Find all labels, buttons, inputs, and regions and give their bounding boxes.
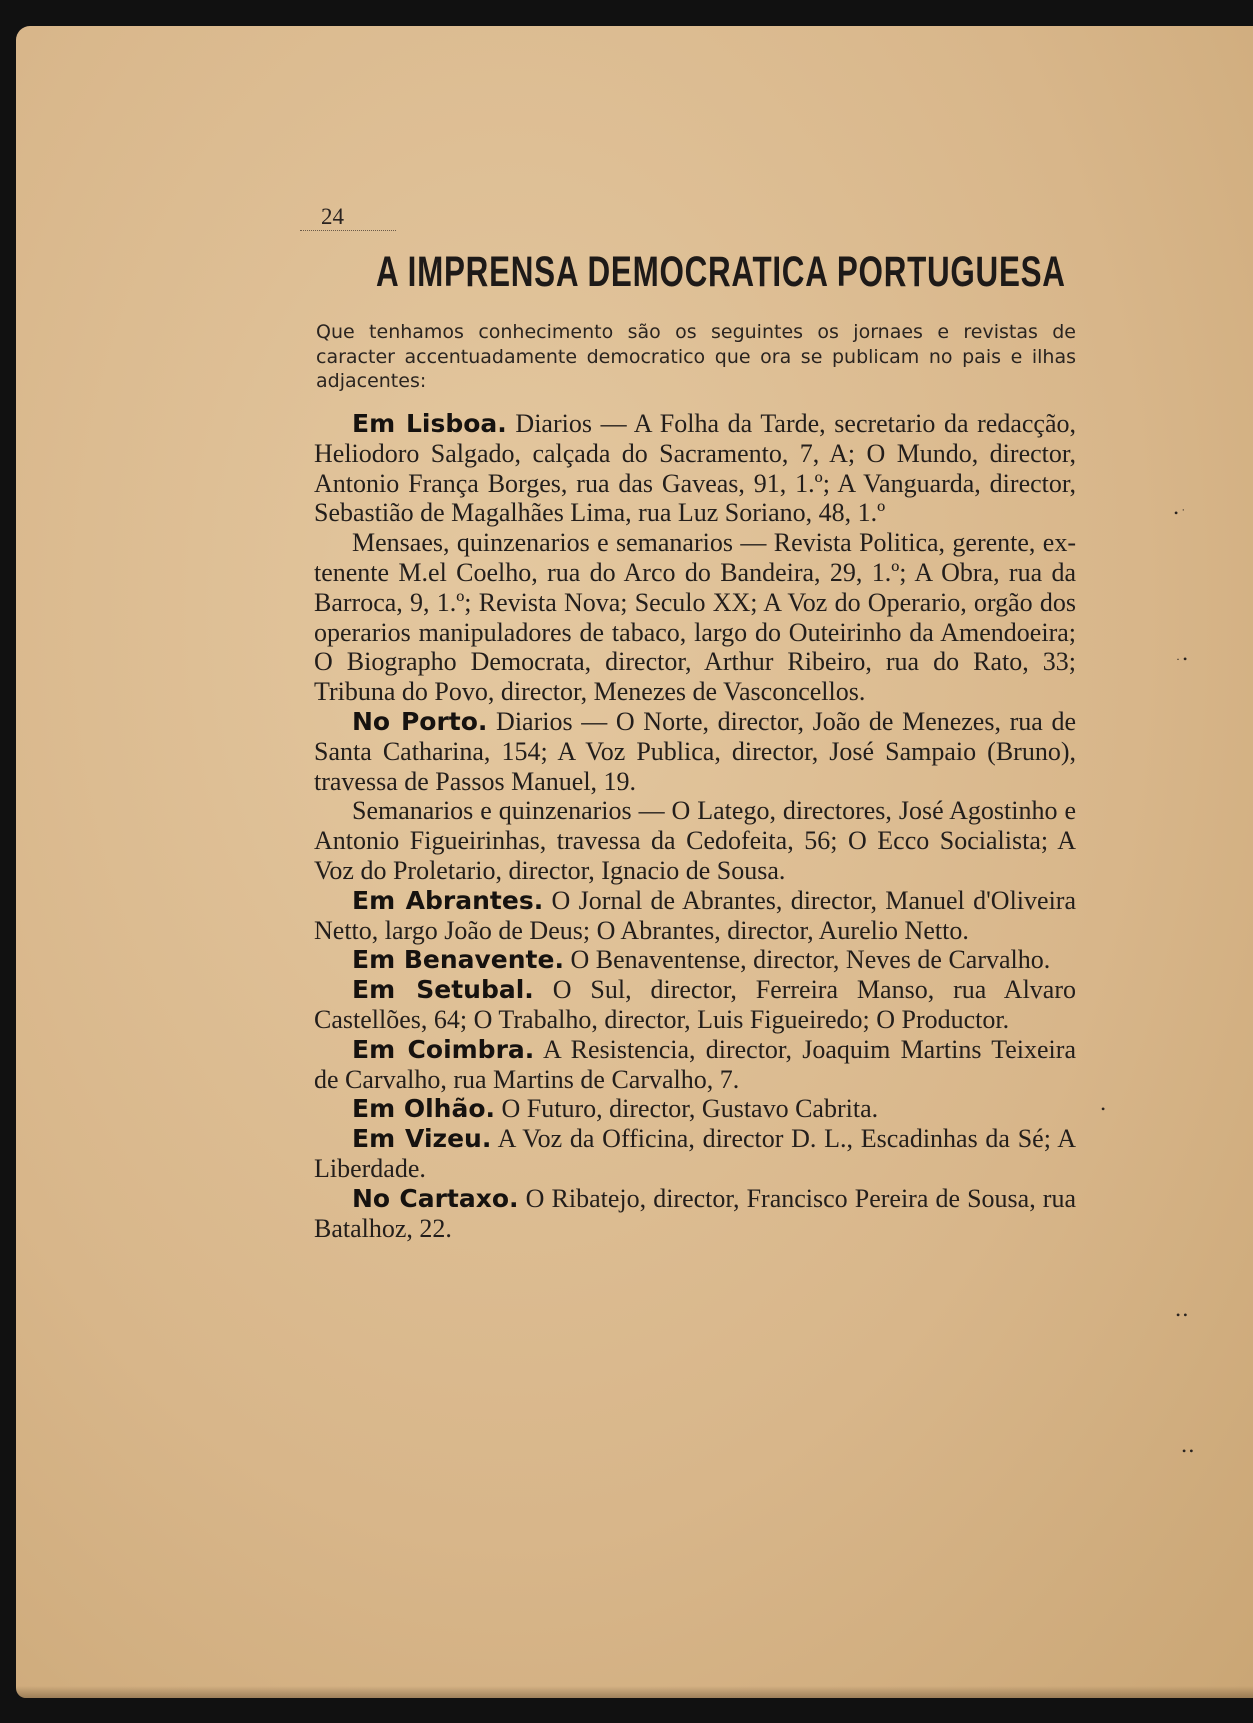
- book-page: [16, 26, 1253, 1698]
- page-edge-shadow: [16, 1686, 1253, 1698]
- place-heading: Em Setubal.: [352, 975, 534, 1005]
- paper-speck: •: [1101, 1102, 1106, 1116]
- section-text: Mensaes, quinzenarios e semanarios — Revista Politica, gerente, ex-tenente M.el Coelho, rua do Arco do Bandeira, 29, 1.º; A Obra, rua da Barroca, 9, 1.º; Revista Nova; Seculo XX; A Voz do Operario, orgão dos operarios manipuladores de tabaco, largo do Outeirinho da Amendoeira; O Biographo Democrata, director, Arthur Ribeiro, rua do Rato, 33; Tribuna do Povo, director, Menezes de Vasconcellos.: [314, 528, 1076, 707]
- section-text: A Resistencia, director, Joaquim Martins Teixeira de Carvalho, rua Martins de Carvalho, 7.: [314, 1034, 1076, 1094]
- section-lisboa-diarios: [314, 409, 1076, 528]
- section-text: Semanarios e quinzenarios — O Latego, directores, José Agostinho e Antonio Figueirinhas, travessa da Cedofeita, 56; O Ecco Socialista; A Voz do Proletario, director, Ignacio de Sousa.: [314, 796, 1076, 885]
- section-text: A Voz da Officina, director D. L., Escadinhas da Sé; A Liberdade.: [314, 1124, 1076, 1183]
- section-porto-diarios: [314, 707, 1076, 796]
- place-heading: Em Benavente.: [352, 945, 564, 975]
- section-text: O Futuro, director, Gustavo Cabrita.: [495, 1094, 879, 1124]
- section-text: O Jornal de Abrantes, director, Manuel d'Oliveira Netto, largo João de Deus; O Abrantes, director, Aurelio Netto.: [314, 885, 1076, 945]
- paper-speck: · •: [1176, 652, 1188, 666]
- place-heading: Em Abrantes.: [352, 885, 544, 915]
- section-text: O Sul, director, Ferreira Manso, rua Alvaro Castellões, 64; O Trabalho, director, Luis Figueiredo; O Productor.: [314, 975, 1077, 1034]
- newspaper-listing: [314, 409, 1076, 1243]
- paper-speck: • ˙: [1174, 506, 1186, 520]
- intro-paragraph: Que tenhamos conhecimento são os seguintes os jornaes e revistas de caracter accentuadamente democratico que ora se publicam no pais e ilhas adjacentes:: [316, 321, 1076, 392]
- place-heading: No Cartaxo.: [352, 1183, 519, 1213]
- section-cartaxo: [314, 1184, 1076, 1244]
- section-abrantes: [314, 886, 1076, 946]
- paper-speck: • •: [1182, 1444, 1194, 1458]
- page-number-rule: [300, 230, 396, 231]
- place-heading: No Porto.: [352, 706, 488, 736]
- paper-speck: • •: [1176, 1308, 1188, 1322]
- section-coimbra: [314, 1035, 1076, 1095]
- section-text: Diarios — A Folha da Tarde, secretario da redacção, Heliodoro Salgado, calçada do Sacramento, 7, A; O Mundo, director, Antonio França Borges, rua das Gaveas, 91, 1.º; A Vanguarda, director, Sebastião de Magalhães Lima, rua Luz Soriano, 48, 1.º: [314, 409, 1076, 528]
- section-text: Diarios — O Norte, director, João de Menezes, rua de Santa Catharina, 154; A Voz Publica, director, José Sampaio (Bruno), travessa de Passos Manuel, 19.: [314, 706, 1076, 796]
- section-setubal: [314, 975, 1076, 1035]
- page-title: A IMPRENSA DEMOCRATICA PORTUGUESA: [376, 248, 1066, 296]
- page-number: 24: [321, 204, 344, 229]
- place-heading: Em Coimbra.: [352, 1034, 535, 1064]
- section-benavente: [314, 945, 1076, 975]
- section-olhao: [314, 1094, 1076, 1124]
- section-lisboa-mensaes: [314, 528, 1076, 707]
- place-heading: Em Lisboa.: [352, 409, 507, 438]
- section-porto-semanarios: [314, 796, 1076, 885]
- place-heading: Em Olhão.: [352, 1094, 495, 1124]
- section-text: O Benaventense, director, Neves de Carvalho.: [563, 945, 1051, 975]
- section-text: O Ribatejo, director, Francisco Pereira de Sousa, rua Batalhoz, 22.: [314, 1183, 1076, 1243]
- section-vizeu: [314, 1124, 1076, 1184]
- place-heading: Em Vizeu.: [352, 1124, 492, 1154]
